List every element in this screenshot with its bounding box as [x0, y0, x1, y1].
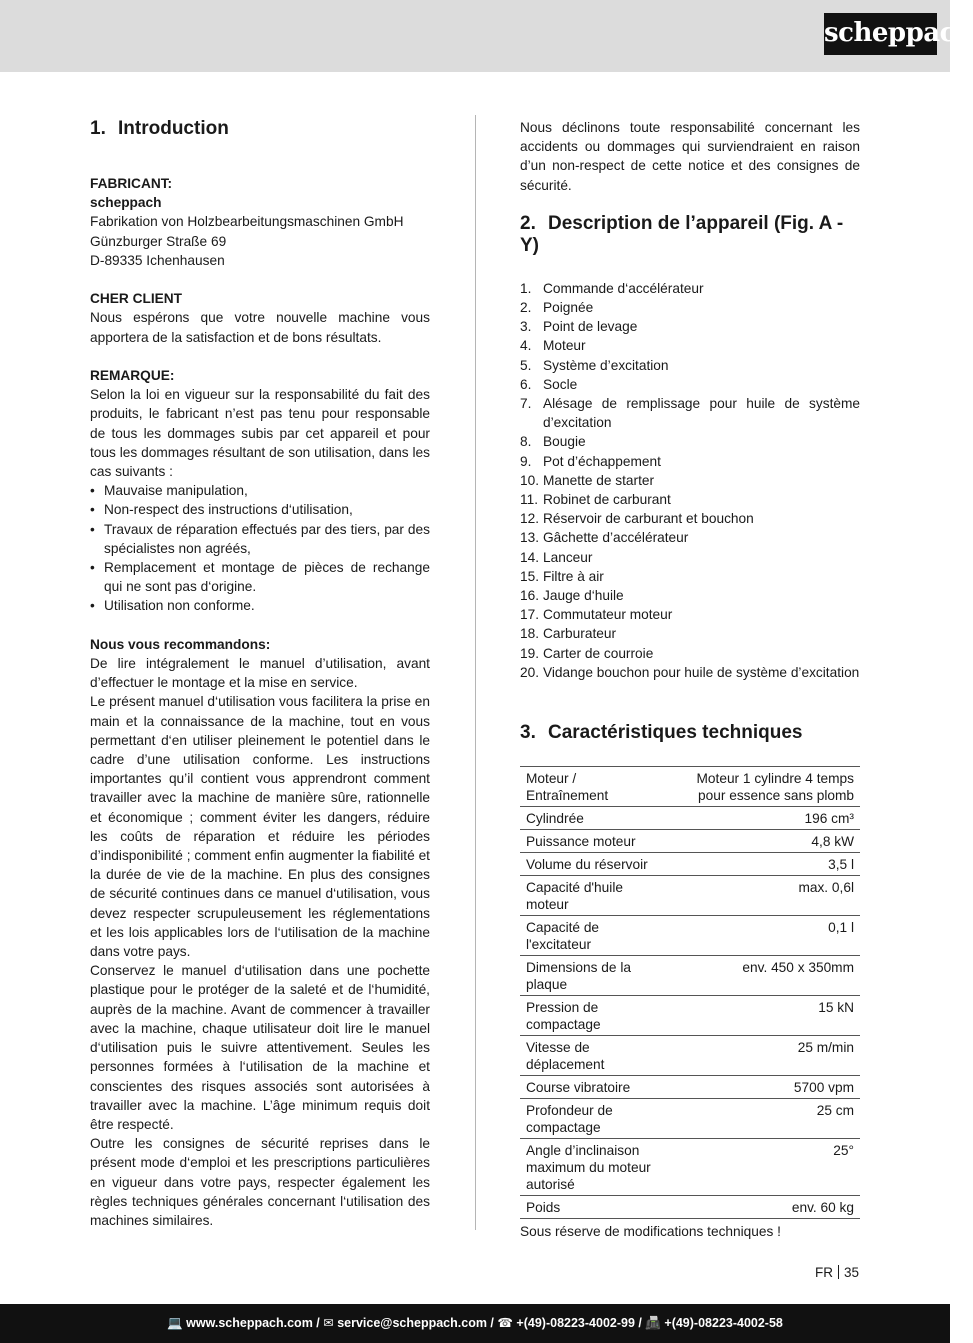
footer-web-link[interactable]: www.scheppach.com	[186, 1316, 313, 1330]
left-column	[90, 118, 430, 1230]
table-row	[520, 916, 860, 956]
spec-label: Profondeur de compactage	[520, 1099, 660, 1139]
footer-contact-bar: 💻 www.scheppach.com / ✉ service@scheppach.com / ☎ +(49)-08223-4002-99 / 📠 +(49)-08223-4002-58	[0, 1304, 950, 1343]
recommend-paragraph: Le présent manuel d‘utilisation vous facilitera la prise en main et la connaissance de la machine, tout en vous permettant d‘en utiliser pleinement le potentiel dans le cadre d’une utilisation conforme. Les instructions importantes qu’il contient vous apprendront comment travailler avec la machine de manière sûre, rationnelle et économique ; comment éviter les dangers, réduire les coûts de réparation et réduire les périodes d’indisponibilité ; comment enfin augmenter la fiabilité et la durée de vie de la machine. En plus des consignes de sécurité continues dans ce manuel d‘utilisation, vous devez respecter scrupuleusement les réglementations et les lois applicables lors de l‘utilisation de la machine dans votre pays.	[90, 694, 430, 960]
spec-label: Vitesse de déplacement	[520, 1036, 660, 1076]
table-row	[520, 853, 860, 876]
spec-label: Poids	[520, 1196, 660, 1219]
spec-label: Capacité de l'excitateur	[520, 916, 660, 956]
spec-label: Course vibratoire	[520, 1076, 660, 1099]
spec-value: 4,8 kW	[660, 830, 860, 853]
recommend-paragraph: De lire intégralement le manuel d’utilisation, avant d’effectuer le montage et la mise en service.	[90, 656, 430, 691]
remark-label: REMARQUE:	[90, 368, 175, 383]
table-row	[520, 1076, 860, 1099]
list-item: 13. Gâchette d’accélérateur	[520, 530, 689, 546]
remark-text: Selon la loi en vigueur sur la responsabilité du fait des produits, le fabricant n’est pas tenu pour responsable de tous les dommages subis par cet appareil et pour tous les dommages résultant de son utilisation, dans les cas suivants :	[90, 387, 430, 480]
list-item: 10. Manette de starter	[520, 472, 655, 488]
list-item: • Travaux de réparation effectués par des tiers, par des spécialistes non agréés,	[90, 520, 430, 558]
table-row	[520, 1036, 860, 1076]
list-item: • Utilisation non conforme.	[90, 596, 430, 615]
spec-value: env. 450 x 350mm	[660, 956, 860, 996]
phone-icon: ☎	[497, 1316, 517, 1330]
spec-label: Capacité d'huile moteur	[520, 876, 660, 916]
table-row	[520, 1196, 860, 1219]
list-item: • Mauvaise manipulation,	[90, 481, 430, 500]
table-row	[520, 767, 860, 807]
spec-label: Cylindrée	[520, 807, 660, 830]
list-item: • Non-respect des instructions d‘utilisation,	[90, 500, 430, 519]
footer-email-link[interactable]: service@scheppach.com	[337, 1316, 487, 1330]
spec-value: 25 m/min	[660, 1036, 860, 1076]
specs-table	[520, 766, 860, 1219]
recommend-paragraph: Outre les consignes de sécurité reprises dans le présent mode d‘emploi et les prescriptions particulières en vigueur dans votre pays, respecter également les règles techniques générales concernant l‘utilisation des machines similaires.	[90, 1136, 430, 1228]
computer-icon: 💻	[167, 1316, 187, 1330]
list-item: 1. Commande d‘accélérateur	[520, 280, 704, 296]
spec-label: Volume du réservoir	[520, 853, 660, 876]
parts-list	[520, 279, 860, 682]
list-item: 15. Filtre à air	[520, 568, 604, 584]
spec-label: Pression de compactage	[520, 996, 660, 1036]
address-line: Fabrikation von Holzbearbeitungsmaschinen GmbH	[90, 214, 404, 230]
remark-list	[90, 481, 430, 615]
section-title-introduction: 1. Introduction	[90, 118, 229, 139]
fax-icon: 📠	[645, 1316, 665, 1330]
section-title-specs: 3. Caractéristiques techniques	[520, 722, 803, 744]
column-divider	[475, 115, 476, 1230]
list-item: 17. Commutateur moteur	[520, 607, 673, 623]
table-row	[520, 1139, 860, 1196]
list-item: 16. Jauge d‘huile	[520, 588, 624, 604]
spec-value: 5700 vpm	[660, 1076, 860, 1099]
spec-label: Moteur / Entraînement	[520, 767, 660, 807]
spec-value: 15 kN	[660, 996, 860, 1036]
table-row	[520, 830, 860, 853]
spec-value: 3,5 l	[660, 853, 860, 876]
list-item: 14. Lanceur	[520, 549, 593, 565]
spec-value: 0,1 l	[660, 916, 860, 956]
footer-phone: +(49)-08223-4002-99	[516, 1316, 635, 1330]
list-item: 11. Robinet de carburant	[520, 492, 671, 508]
list-item: 4. Moteur	[520, 338, 586, 354]
table-row	[520, 807, 860, 830]
list-item: 8. Bougie	[520, 434, 586, 450]
recommend-paragraph: Conservez le manuel d‘utilisation dans une pochette plastique pour le protéger de la saleté et de l‘humidité, auprès de la machine. Avant de commencer à travailler avec la machine, chaque utilisateur doit lire le manuel d‘utilisation puis le suivre attentivement. Seules les personnes formées à l‘utilisation de la machine et conscientes des risques associés sont autorisées à travailler avec la machine. L’âge minimum requis doit être respecté.	[90, 963, 430, 1132]
spec-value: Moteur 1 cylindre 4 temps pour essence sans plomb	[660, 767, 860, 807]
table-row	[520, 956, 860, 996]
list-item: 5. Système d’excitation	[520, 357, 669, 373]
table-row	[520, 996, 860, 1036]
section-title-description: 2. Description de l’appareil (Fig. A - Y)	[520, 212, 844, 256]
spec-label: Puissance moteur	[520, 830, 660, 853]
spec-value: 196 cm³	[660, 807, 860, 830]
manufacturer-label: FABRICANT:	[90, 176, 173, 191]
list-item: 9. Pot d’échappement	[520, 453, 661, 469]
table-row	[520, 876, 860, 916]
list-item: 7. Alésage de remplissage pour huile de système d’excitation	[520, 396, 860, 431]
disclaimer-text: Nous déclinons toute responsabilité concernant les accidents ou dommages qui surviendraient en raison d’un non-respect de cette notice et des consignes de sécurité.	[520, 120, 860, 193]
page-number: FR 35	[814, 1265, 859, 1280]
recommend-label: Nous vous recommandons:	[90, 636, 271, 652]
spec-value: 25 cm	[660, 1099, 860, 1139]
address-line: Günzburger Straße 69	[90, 233, 227, 249]
header-band	[0, 0, 950, 72]
list-item: • Remplacement et montage de pièces de rechange qui ne sont pas d‘origine.	[90, 558, 430, 596]
spec-value: max. 0,6l	[660, 876, 860, 916]
email-icon: ✉	[323, 1316, 338, 1330]
spec-value: env. 60 kg	[660, 1196, 860, 1219]
client-text: Nous espérons que votre nouvelle machine vous apportera de la satisfaction et de bons résultats.	[90, 310, 430, 345]
list-item: 3. Point de levage	[520, 319, 638, 335]
table-row	[520, 1099, 860, 1139]
right-column	[520, 118, 860, 1241]
footer-fax: +(49)-08223-4002-58	[664, 1316, 783, 1330]
list-item: 12. Réservoir de carburant et bouchon	[520, 511, 754, 527]
list-item: 2. Poignée	[520, 300, 594, 316]
list-item: 18. Carburateur	[520, 626, 617, 642]
spec-label: Angle d’inclinaison maximum du moteur autorisé	[520, 1139, 660, 1196]
specs-note: Sous réserve de modifications techniques !	[520, 1224, 781, 1240]
manufacturer-name: scheppach	[90, 195, 162, 211]
list-item: 20. Vidange bouchon pour huile de système d’excitation	[520, 664, 860, 680]
spec-label: Dimensions de la plaque	[520, 956, 660, 996]
brand-logo: scheppach	[824, 13, 937, 55]
spec-value: 25°	[660, 1139, 860, 1196]
address-line: D-89335 Ichenhausen	[90, 252, 225, 268]
client-label: CHER CLIENT	[90, 291, 183, 307]
list-item: 19. Carter de courroie	[520, 645, 654, 661]
list-item: 6. Socle	[520, 376, 578, 392]
